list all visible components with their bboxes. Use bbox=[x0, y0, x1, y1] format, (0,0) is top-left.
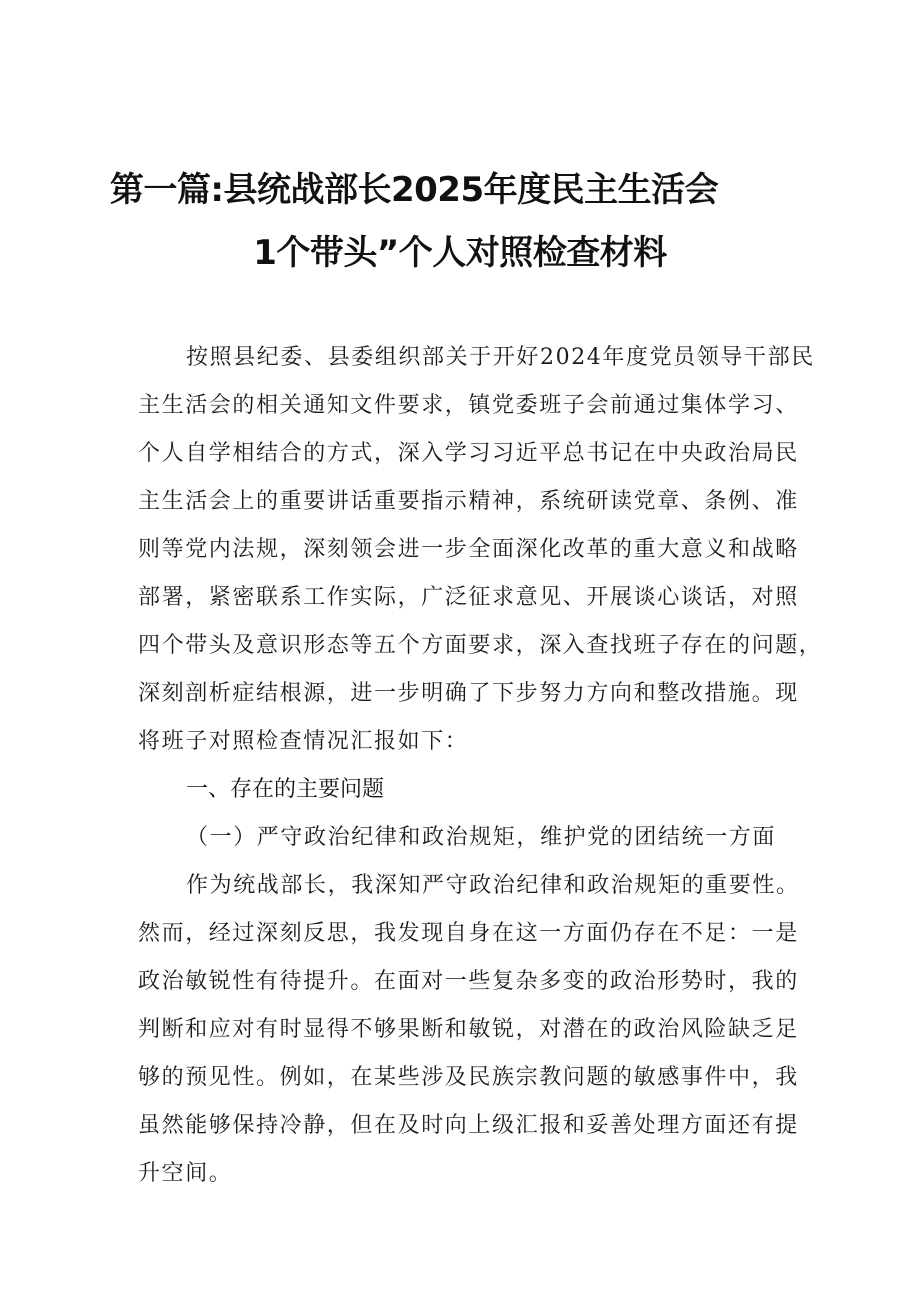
subsection-heading: （一）严守政治纪律和政治规矩，维护党的团结统一方面 bbox=[186, 825, 777, 850]
document-title-line-1: 第一篇:县统战部长2025年度民主生活会 bbox=[109, 170, 719, 210]
intro-line: 将班子对照检查情况汇报如下： bbox=[138, 729, 469, 754]
paragraph-line: 政治敏锐性有待提升。在面对一些复杂多变的政治形势时，我的 bbox=[138, 969, 799, 994]
intro-line: 个人自学相结合的方式，深入学习习近平总书记在中央政治局民 bbox=[138, 441, 799, 466]
intro-line: 按照县纪委、县委组织部关于开好2024年度党员领导干部民 bbox=[186, 345, 815, 370]
intro-line: 主生活会的相关通知文件要求，镇党委班子会前通过集体学习、 bbox=[138, 393, 799, 418]
paragraph-line: 够的预见性。例如，在某些涉及民族宗教问题的敏感事件中，我 bbox=[138, 1065, 799, 1090]
paragraph-line: 判断和应对有时显得不够果断和敏锐，对潜在的政治风险缺乏足 bbox=[138, 1017, 799, 1042]
paragraph-line: 作为统战部长，我深知严守政治纪律和政治规矩的重要性。 bbox=[186, 873, 800, 898]
section-heading: 一、存在的主要问题 bbox=[186, 777, 385, 802]
paragraph-line: 然而，经过深刻反思，我发现自身在这一方面仍存在不足：一是 bbox=[138, 921, 799, 946]
intro-line: 部署，紧密联系工作实际，广泛征求意见、开展谈心谈话，对照 bbox=[138, 585, 799, 610]
intro-line: 则等党内法规，深刻领会进一步全面深化改革的重大意义和战略 bbox=[138, 537, 799, 562]
intro-line: 主生活会上的重要讲话重要指示精神，系统研读党章、条例、准 bbox=[138, 489, 799, 514]
paragraph-line: 升空间。 bbox=[138, 1161, 233, 1186]
paragraph-line: 虽然能够保持冷静，但在及时向上级汇报和妥善处理方面还有提 bbox=[138, 1113, 799, 1138]
intro-line: 深刻剖析症结根源，进一步明确了下步努力方向和整改措施。现 bbox=[138, 681, 799, 706]
intro-line: 四个带头及意识形态等五个方面要求，深入查找班子存在的问题， bbox=[138, 633, 823, 658]
document-title-line-2: 1个带头”个人对照检查材料 bbox=[253, 233, 667, 273]
